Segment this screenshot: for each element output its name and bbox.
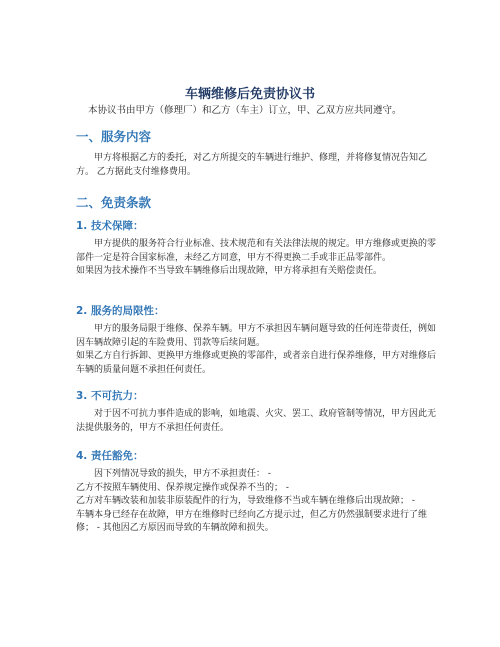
section-service-content-body	[76, 152, 436, 179]
paragraph: 乙方对车辆改装和加装非原装配件的行为，导致维修不当或车辆在维修后出现故障； -	[76, 496, 415, 506]
technical-guarantee-body	[76, 238, 436, 279]
subheading-liability-exemption: 4. 责任豁免：	[76, 450, 144, 462]
subheading-service-limitation: 2. 服务的局限性：	[76, 305, 165, 317]
paragraph: 如果乙方自行拆卸、更换甲方维修或更换的零部件，或者亲自进行保养维修，甲方对维修后车辆的质量问题不承担任何责任。	[76, 351, 437, 375]
force-majeure-body	[76, 408, 436, 435]
paragraph: 甲方提供的服务符合行业标准、技术规范和有关法律法规的规定。甲方维修或更换的零部件一定是符合国家标准，未经乙方同意，甲方不得更换二手或非正品零部件。	[76, 239, 437, 263]
paragraph: 车辆本身已经存在故障，甲方在维修时已经向乙方提示过，但乙方仍然强制要求进行了维修； - 其他因乙方原因而导致的车辆故障和损失。	[76, 509, 428, 533]
paragraph: 对于因不可抗力事件造成的影响，如地震、火灾、罢工、政府管制等情况，甲方因此无法提供服务的，甲方不承担任何责任。	[76, 409, 437, 433]
paragraph: 甲方将根据乙方的委托，对乙方所提交的车辆进行维护、修理，并将修复情况告知乙方。 乙方据此支付维修费用。	[76, 153, 428, 177]
paragraph: 因下列情况导致的损失，甲方不承担责任： -	[94, 469, 271, 479]
service-limitation-body	[76, 323, 436, 377]
paragraph: 如果因为技术操作不当导致车辆维修后出现故障，甲方将承担有关赔偿责任。	[76, 266, 383, 276]
subheading-technical-guarantee: 1. 技术保障：	[76, 220, 144, 232]
liability-exemption-body	[76, 468, 436, 536]
section-heading-service-content: 一、服务内容	[76, 129, 152, 144]
section-heading-disclaimer: 二、免责条款	[76, 195, 152, 210]
intro-paragraph: 本协议书由甲方（修理厂）和乙方（车主）订立，甲、乙双方应共同遵守。	[88, 105, 402, 116]
paragraph: 乙方不按照车辆使用、保养规定操作或保养不当的； -	[76, 482, 289, 493]
subheading-force-majeure: 3. 不可抗力：	[76, 390, 144, 402]
document-title: 车辆维修后免责协议书	[184, 87, 315, 102]
paragraph: 甲方的服务局限于维修、保养车辆。甲方不承担因车辆问题导致的任何连带责任，例如因车辆故障引起的车险费用、罚款等后续问题。	[76, 324, 437, 348]
